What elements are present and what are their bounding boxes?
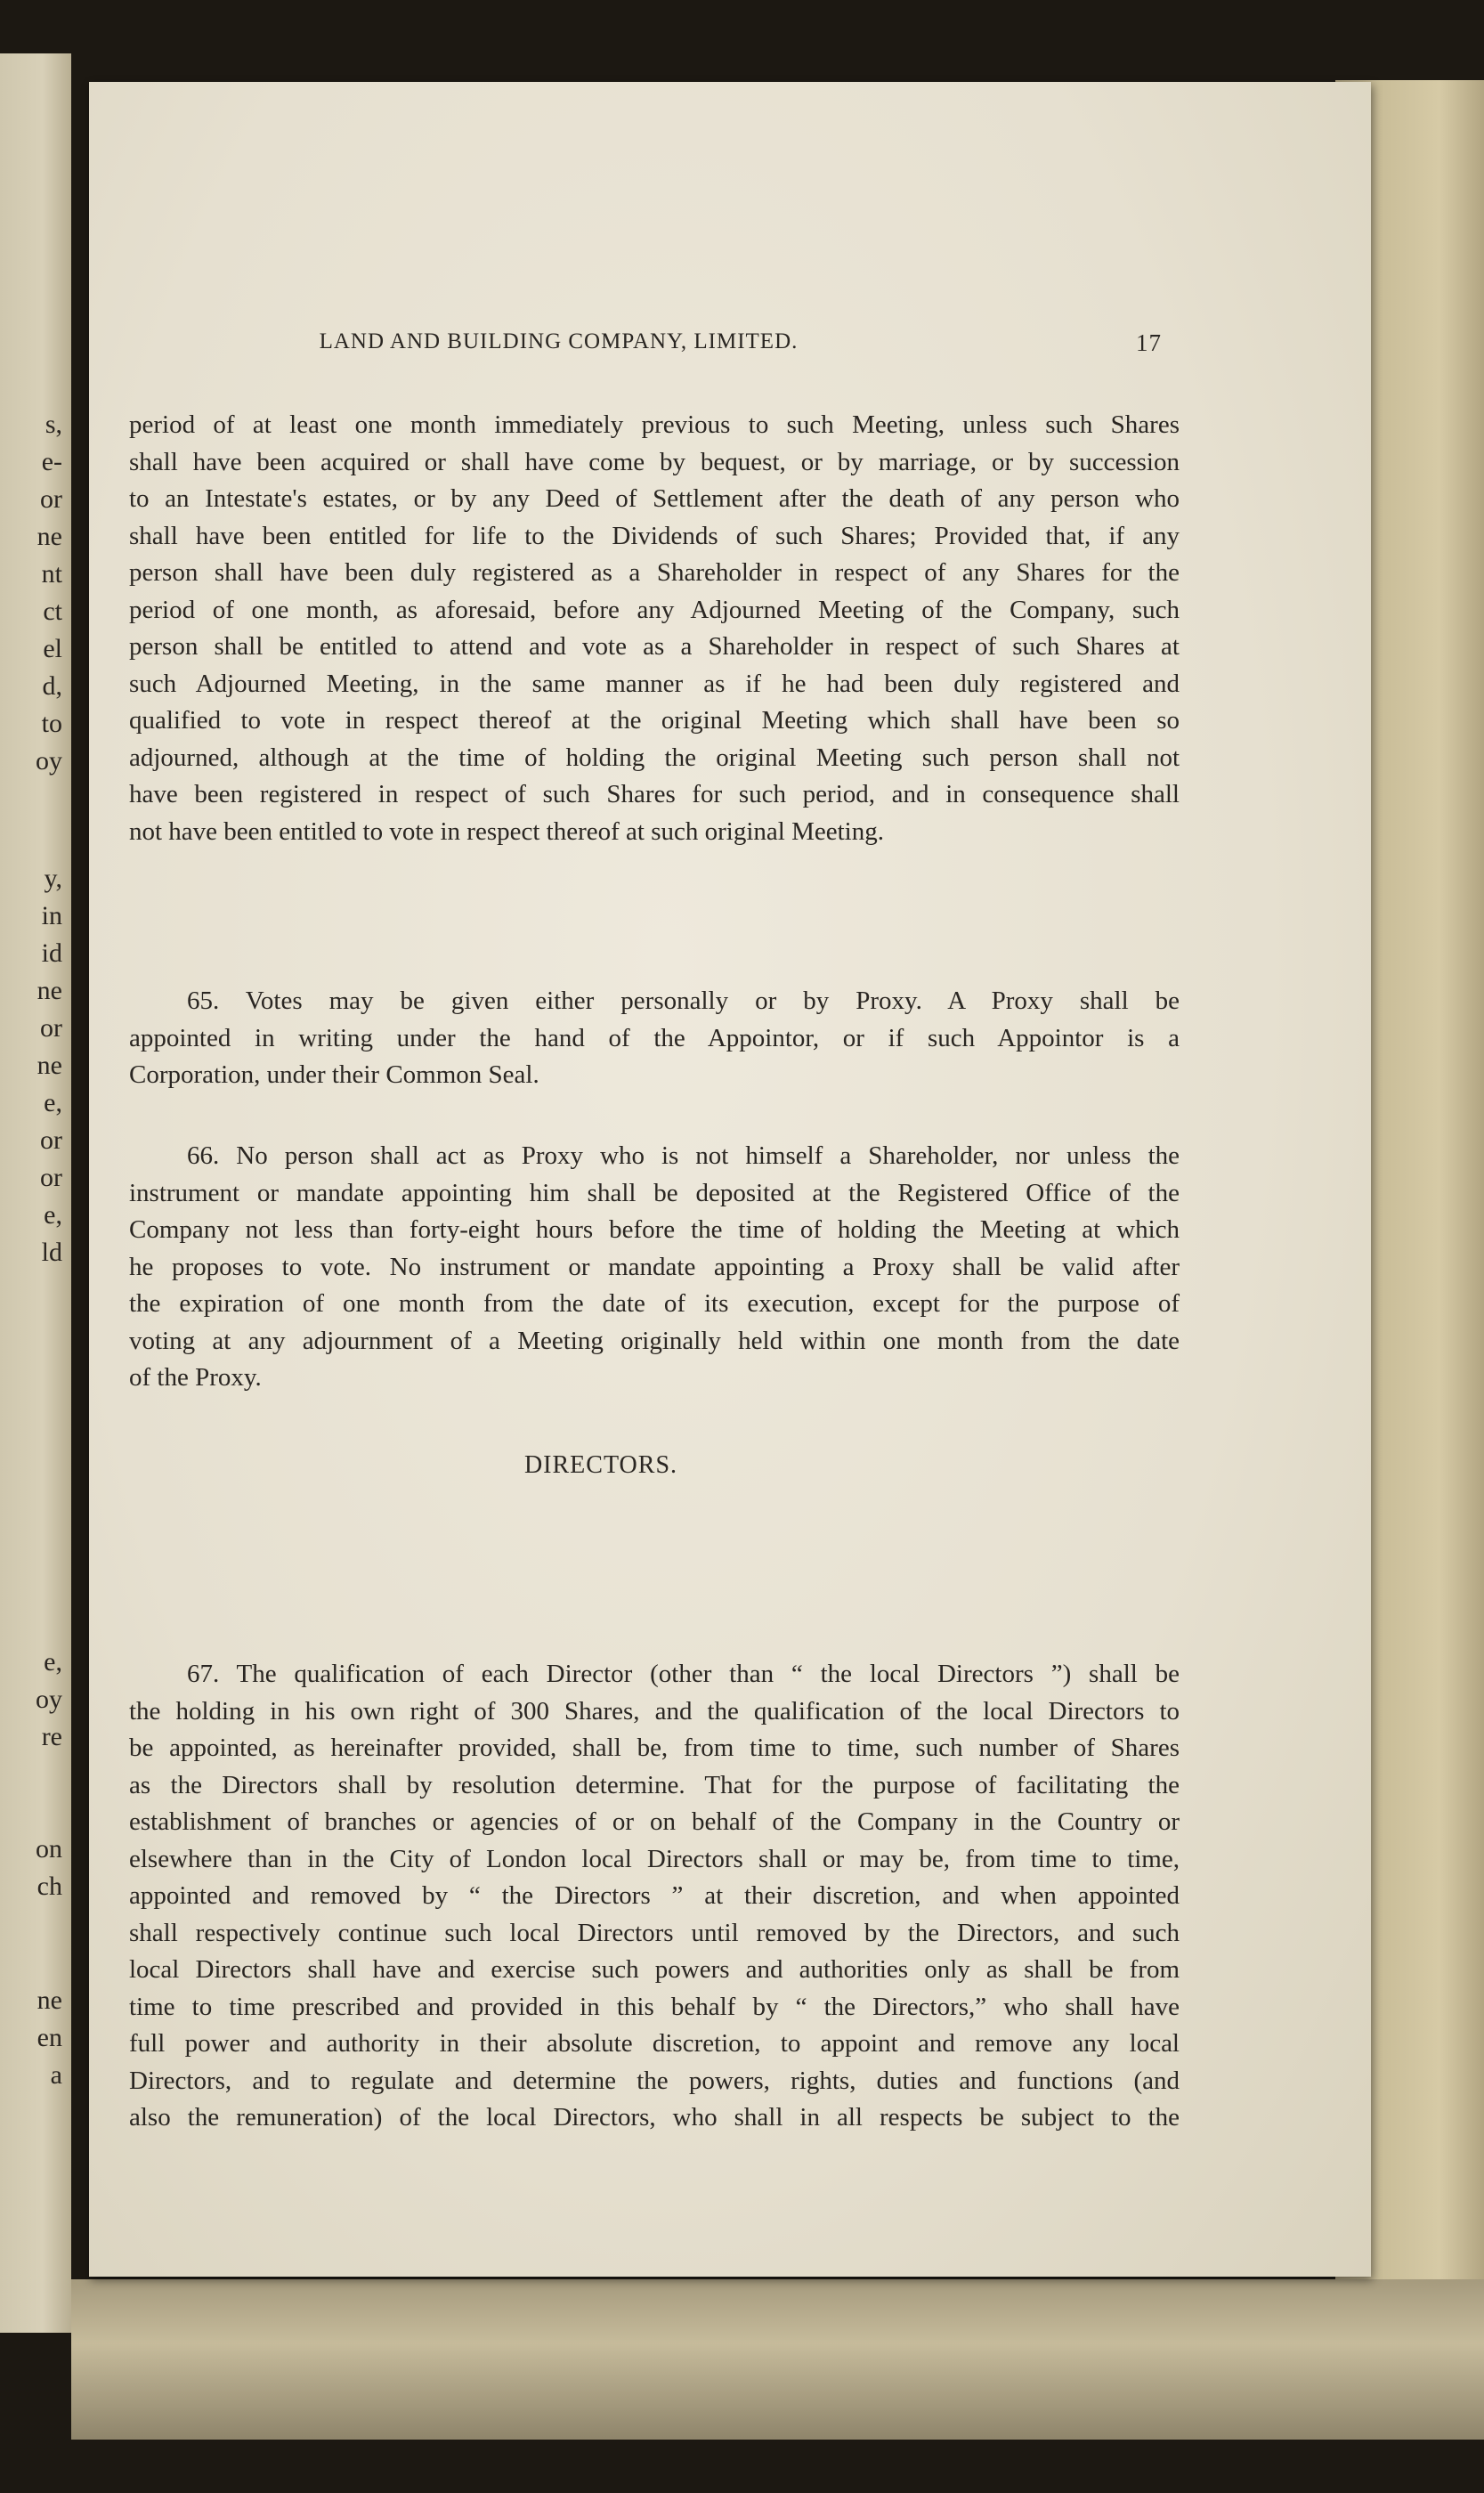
paragraph-66 [129,1138,1180,1397]
text-line: he proposes to vote. No instrument or mandate appointing a Proxy shall be valid after [129,1252,1180,1281]
text-line: period of one month, as aforesaid, before any Adjourned Meeting of the Company, such [129,595,1180,624]
facing-text: e, [44,1647,62,1677]
facing-text: ld [41,1238,62,1267]
text-line: Corporation, under their Common Seal. [129,1060,539,1089]
facing-text: en [36,2023,62,2052]
text-line: voting at any adjournment of a Meeting originally held within one month from the date [129,1326,1180,1355]
text-line: establishment of branches or agencies of or on behalf of the Company in the Country or [129,1807,1180,1836]
text-line: have been registered in respect of such Shares for such period, and in consequence shall [129,780,1180,808]
text-line: qualified to vote in respect thereof at the original Meeting which shall have been so [129,706,1180,735]
facing-text: or [40,1163,62,1192]
facing-text: ne [36,1051,62,1080]
text-line: 65. Votes may be given either personally or by Proxy. A Proxy shall be [187,987,1180,1015]
text-line: Directors, and to regulate and determine the powers, rights, duties and functions (and [129,2066,1180,2095]
facing-text: ch [36,1872,62,1901]
text-line: to an Intestate's estates, or by any Deed of Settlement after the death of any person who [129,484,1180,513]
facing-text: on [36,1834,62,1864]
facing-text: d, [42,671,62,701]
facing-text: a [50,2060,62,2090]
text-line: be appointed, as hereinafter provided, shall be, from time to time, such number of Shares [129,1734,1180,1762]
facing-text: in [41,901,62,930]
book-bottom-edge [71,2279,1484,2440]
facing-text: ne [36,976,62,1005]
facing-text: e- [41,447,62,476]
text-line: appointed and removed by “ the Directors ” at their discretion, and when appointed [129,1881,1180,1910]
text-line: Company not less than forty-eight hours before the time of holding the Meeting at which [129,1215,1180,1244]
section-heading: DIRECTORS. [523,1451,678,1479]
text-line: instrument or mandate appointing him shall be deposited at the Registered Office of the [129,1178,1180,1207]
text-line: time to time prescribed and provided in this behalf by “ the Directors,” who shall have [129,1992,1180,2021]
text-line: the holding in his own right of 300 Shares, and the qualification of the local Directors to [129,1696,1180,1726]
text-line: the expiration of one month from the date of its execution, except for the purpose of [129,1289,1180,1318]
text-line: shall respectively continue such local Directors until removed by the Directors, and such [129,1918,1180,1947]
facing-text: ct [43,597,62,626]
facing-text: e, [44,1088,62,1117]
facing-text: to [41,709,62,738]
running-title: LAND AND BUILDING COMPANY, LIMITED. [319,329,799,353]
facing-text: oy [36,1685,62,1714]
facing-text: oy [36,746,62,776]
text-line: also the remuneration) of the local Directors, who shall in all respects be subject to the [129,2103,1180,2132]
text-line: person shall have been duly registered as a Shareholder in respect of any Shares for the [129,558,1180,587]
facing-text: e, [44,1200,62,1230]
text-line: adjourned, although at the time of holding the original Meeting such person shall not [129,743,1180,772]
text-line: 66. No person shall act as Proxy who is not himself a Shareholder, nor unless the [187,1141,1180,1170]
facing-text: ne [36,1985,62,2015]
facing-page-fragment [0,53,71,2333]
facing-text: el [43,634,62,663]
facing-text: re [41,1722,62,1751]
text-line: such Adjourned Meeting, in the same manner as if he had been duly registered and [129,669,1180,698]
text-line: elsewhere than in the City of London local Directors shall or may be, from time to time, [129,1844,1180,1873]
document-page [89,82,1371,2277]
text-line: appointed in writing under the hand of the Appointor, or if such Appointor is a [129,1023,1180,1052]
text-line: full power and authority in their absolute discretion, to appoint and remove any local [129,2029,1180,2058]
paragraph-65 [129,983,1180,1094]
text-line: local Directors shall have and exercise such powers and authorities only as shall be from [129,1955,1180,1984]
paragraph-continued [129,407,1180,850]
text-line: as the Directors shall by resolution determine. That for the purpose of facilitating the [129,1770,1180,1799]
facing-text: or [40,1125,62,1155]
facing-text: y, [44,864,62,893]
paragraph-67 [129,1656,1180,2137]
page-number: 17 [1136,329,1162,356]
facing-text: id [41,938,62,968]
facing-text: s, [45,410,62,439]
text-line: of the Proxy. [129,1363,262,1392]
text-line: shall have been entitled for life to the Dividends of such Shares; Provided that, if any [129,521,1180,550]
facing-text: ne [36,522,62,551]
facing-text: or [40,484,62,514]
text-line: not have been entitled to vote in respect thereof at such original Meeting. [129,816,884,846]
text-line: shall have been acquired or shall have come by bequest, or by marriage, or by succession [129,447,1180,476]
facing-text: nt [41,559,62,589]
text-line: period of at least one month immediately previous to such Meeting, unless such Shares [129,410,1180,439]
text-line: 67. The qualification of each Director (other than “ the local Directors ”) shall be [187,1660,1180,1688]
facing-text: or [40,1013,62,1043]
text-line: person shall be entitled to attend and vote as a Shareholder in respect of such Shares at [129,632,1180,661]
